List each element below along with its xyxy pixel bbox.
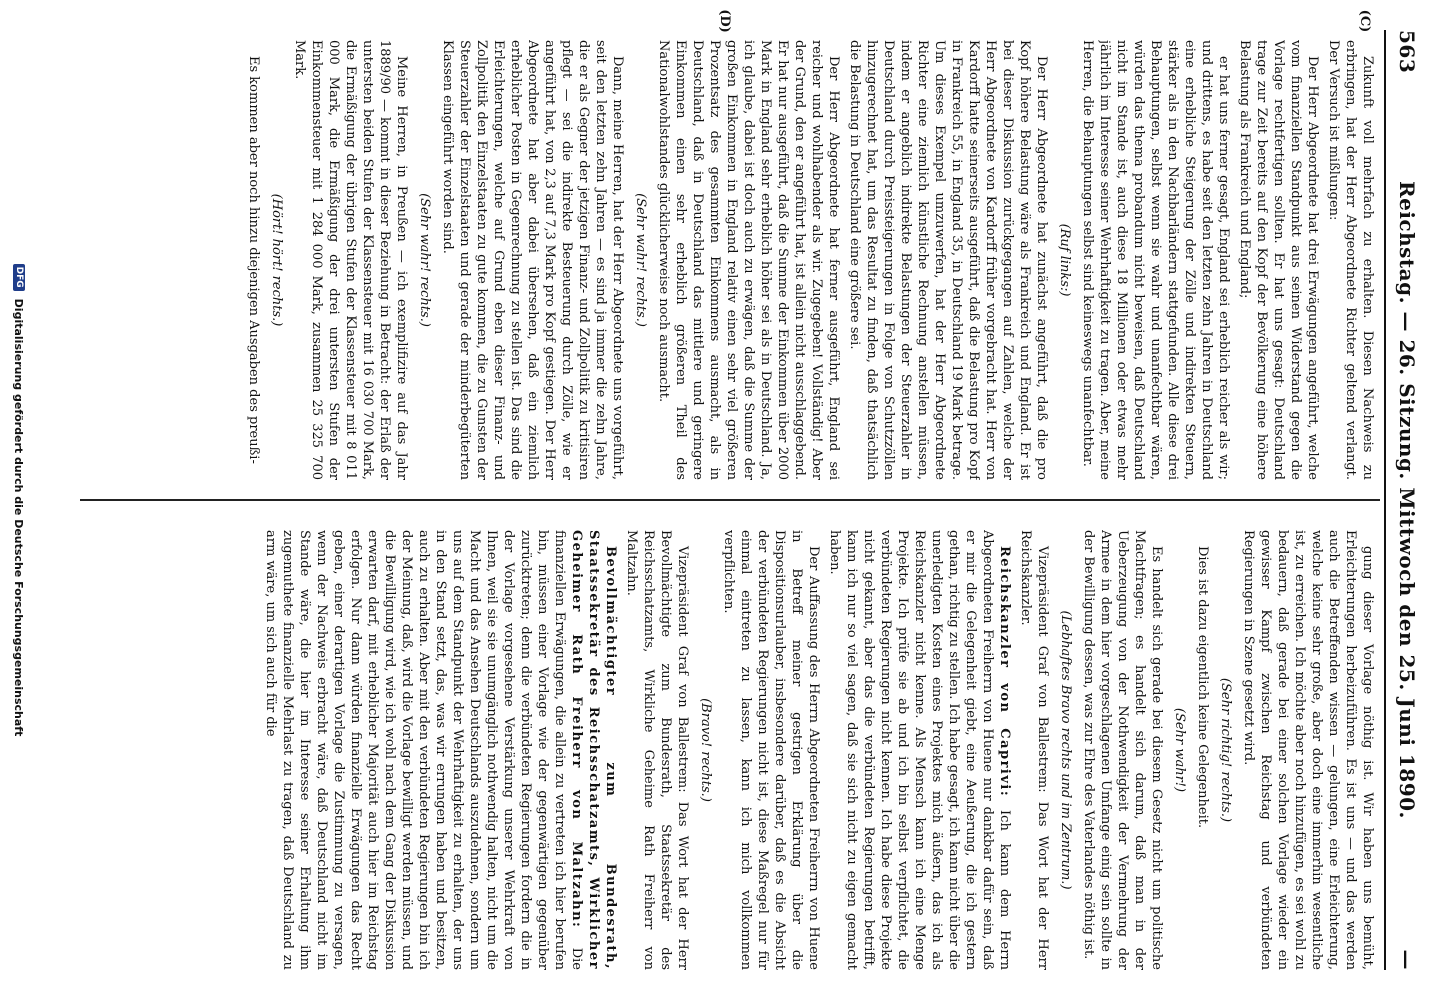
interjection: (Lebhaftes Bravo rechts und im Zentrum.) — [1058, 610, 1073, 890]
paragraph: Zukunft voll mehrfach zu erhalten. Diesen Nachweis zu erbringen, hat der Herr Abgeordnete Richter geltend verlangt. Der Versuch ist mißlungen: — [1326, 40, 1375, 480]
speaker-name: Bevollmächtigter zum Bundesrath, Staatssekretär des Reichsschatzamts, Wirklicher Geheimer Rath Freiherr von Maltzahn: — [569, 530, 618, 970]
paragraph: Der Auffassung des Herrn Abgeordneten Freiherrn von Huene in Betreff meiner gestrigen Erklärung über die Dispositionsurlauber, insbesondere darüber, daß es die Absicht der verbündeten Regierungen nicht ist, diese Maßregel nur für einmal eintreten zu lassen, kann ich mich vollkommen verpflichten. — [721, 530, 821, 970]
interjection: (Sehr richtig! rechts.) — [1218, 677, 1233, 823]
dfg-logo: DFG — [13, 264, 25, 291]
paragraph: Es handelt sich gerade bei diesem Gesetz nicht um politische Machtfragen; es handelt sich darum, daß man in der Ueberzeugung von der Nothwendigkeit der Vermehrung der Armee in dem hier vorgeschlagenen Umfange einig sein sollte in der Bewilligung dessen, was zur Ehre des Vaterlandes nöthig ist. — [1081, 530, 1164, 970]
speaker-paragraph — [262, 530, 619, 970]
interjection: (Bravo! rechts.) — [698, 698, 713, 802]
paragraph: Dann, meine Herren, hat der Herr Abgeordnete uns vorgeführt, seit den letzten zehn Jahren — es sind ja immer die zehn Jahre, die er als Gegner der jetzigen Finanz- und Zollpolitik zu kritisiren pflegt — sei die indirekte Besteuerung durch Zölle, wie er angeführt hat, von 2,3 auf 7,3 Mark pro Kopf gestiegen. Der Herr Abgeordnete hat aber dabei übersehen, daß ein ziemlich erheblicher Posten in Gegenrechnung zu stellen ist. Das sind die Erleichterungen, welche auf Grund eben dieser Finanz- und Zollpolitik den Einzelstaaten zu gute kommen, die zu Gunsten der Steuerzahler der Einzelstaaten und gerade der minderbegüterten Klassen eingeführt worden sind. — [440, 40, 625, 480]
paragraph: Der Herr Abgeordnete hat ferner ausgeführt, England sei reicher und wohlhabender als wir. Zugegeben! Vollständig! Aber der Grund, den er angeführt hat, ist allein nicht ausschlaggebend. Er hat nur ausgeführt, daß die Summe der Einkommen über 2000 Mark in England sehr erheblich höher sei als in Deutschland. Ja, ich glaube, dabei ist doch auch zu erwägen, daß die Summe der großen Einkommen in England relativ einen sehr viel größeren Prozentsatz des gesammten Einkommens ausmacht, als in Deutschland, daß in Deutschland das mittlere und geringere Einkommen einen sehr erheblich größeren Theil des Nationalwohlstandes glücklicherweise noch ausmacht. — [656, 40, 841, 480]
paragraph: Es kommen aber noch hinzu diejenigen Ausgaben des preußi- — [246, 56, 261, 464]
left-column — [100, 40, 1376, 480]
interjection: (Sehr wahr!) — [1172, 707, 1187, 793]
page-number: 563 — [1395, 30, 1419, 74]
interjection: (Sehr wahr! rechts.) — [633, 193, 648, 327]
interjection: (Ruf links:) — [1057, 223, 1072, 297]
margin-marker-c: (C) — [1357, 9, 1372, 33]
footer-text: Digitalisierung gefördert durch die Deutsche Forschungsgemeinschaft — [12, 298, 26, 737]
speech-text: Die finanziellen Erwägungen, die allein zu vertreten ich hier berufen bin, müssen einer Vorlage wie der gegenwärtigen gegenüber zurücktreten; denn die verbündeten Regierungen fordern die in der Vorlage vorgesehene Verstärkung unserer Wehrkraft von Ihnen, weil sie sie unumgänglich nothwendig halten, nicht um die Macht und das Ansehen Deutschlands auszudehnen, sondern um uns auf dem Standpunkt der Wehrhaftigkeit zu erhalten, der uns in den Stand setzt, das, was wir errungen haben und besitzen, auch zu erhalten. Aber mit den verbündeten Regierungen bin ich der Meinung, daß, wird die Vorlage bewilligt werden müssen, und die Bewilligung wird, wie ich wohl nach dem Gang der Diskussion erwarten darf, mit erheblicher Majorität auch hier im Reichstag erfolgen. Nur dann würden finanzielle Erwägungen das Recht geben, einer derartigen Vorlage die Zustimmung zu versagen, wenn der Nachweis erbracht wäre, daß Deutschland nicht im Stande wäre, die hier im Interesse seiner Erhaltung ihm zugemuthete finanzielle Mehrlast zu tragen, daß Deutschland zu arm wäre, um sich auch für die — [263, 530, 584, 970]
right-column — [100, 530, 1376, 970]
paragraph: er hat uns ferner gesagt, England sei erheblich reicher als wir; und drittens, es habe seit den letzten zehn Jahren in Deutschland eine erhebliche Steigerung der Zölle und indirekten Steuern, stärker als in den Nachbarländern stattgefunden. Alle diese drei Behauptungen, selbst wenn sie wahr und unanfechtbar wären, würden das thema probandum nicht beweisen, daß Deutschland nicht im Stande ist, auch diese 18 Millionen oder etwas mehr jährlich im Interesse seiner Wehrhaftigkeit zu tragen. Aber, meine Herren, die Behauptungen selbst sind keineswegs unanfechtbar. — [1080, 40, 1231, 480]
margin-marker-d: (D) — [717, 9, 732, 33]
interjection: (Hört! hört! rechts.) — [269, 193, 284, 327]
interjection: (Sehr wahr! rechts.) — [417, 193, 432, 327]
speaker-paragraph — [826, 530, 1013, 970]
speech-text: Ich kann dem Herrn Abgeordneten Freiherrn von Huene nur dankbar dafür sein, daß er mir die Gelegenheit giebt, eine Aeußerung, die ich gestern gethan, richtig zu stellen. Ich habe gesagt, ich kann nicht über die unerledigten Kosten eines Projektes mich äußern, das ich als Reichskanzler nicht kenne. Als Mensch kann ich eine Menge Projekte. Ich prüfe sie ab und ich bin selbst verpflichtet, die verbündeten Regierungen nicht kennen. Ich habe diese Projekte nicht gekannt, aber das die verbündeten Regierungen betrifft, kann ich nur so viel sagen, daß sie sich nicht zu eigen gemacht haben. — [827, 530, 1012, 970]
column-divider — [80, 499, 1380, 501]
header-rule — [1384, 30, 1386, 970]
header-dash: — — [1395, 949, 1419, 970]
speaker-name: Reichskanzler von Caprivi: — [997, 546, 1012, 798]
page-title: Reichstag. — 26. Sitzung. Mittwoch den 25. Juni 1890. — [1395, 180, 1419, 820]
paragraph: Meine Herren, in Preußen — ich exemplifizire auf das Jahr 1889/90 — kommt in dieser Beziehung in Betracht: der Erlaß der untersten beiden Stufen der Klassensteuer mit 16 030 700 Mark, die Ermäßigung der übrigen Stufen der Klassensteuer mit 8 011 000 Mark, die Ermäßigung der drei untersten Stufen der Einkommensteuer mit 1 284 000 Mark, zusammen 25 325 700 Mark. — [292, 40, 409, 480]
paragraph: Der Herr Abgeordnete hat drei Erwägungen angeführt, welche vom finanziellen Standpunkt aus seinen Widerstand gegen die Vorlage rechtfertigen sollten. Er hat uns gesagt: Deutschland trage zur Zeit bereits auf den Kopf der Bevölkerung eine höhere Belastung als Frankreich und England; — [1237, 40, 1320, 480]
paragraph: Vizepräsident Graf von Ballestrem: Das Wort hat der Herr Bevollmächtigte zum Bundesrath, Staatssekretär des Reichsschatzamts, Wirkliche Geheime Rath Freiherr von Maltzahn. — [624, 530, 690, 970]
paragraph: Dies ist dazu eigentlich keine Gelegenheit. — [1195, 546, 1210, 829]
paragraph: gung dieser Vorlage nöthig ist. Wir haben uns bemüht, Erleichterungen herbeizuführen. Es ist uns — und das werden auch die Betreffenden wissen — gelungen, eine Erleichterung, welche keine sehr große, aber doch eine immerhin wesentliche ist, zu erreichen. Ich möchte aber noch hinzufügen, es sei wohl zu bedauern, daß gerade bei einer solchen Vorlage wieder ein gewisser Kampf zwischen Reichstag und verbündeten Regierungen in Szene gesetzt wird. — [1241, 530, 1375, 970]
paragraph: Vizepräsident Graf von Ballestrem: Das Wort hat der Herr Reichskanzler. — [1018, 530, 1050, 970]
page-footer — [8, 0, 30, 1000]
paragraph: Der Herr Abgeordnete hat zunächst angeführt, daß die pro Kopf höhere Belastung wäre als Frankreich und England. Er ist bei dieser Diskussion zurückgegangen auf Zahlen, welche der Herr Abgeordnete von Kardorff früher vorgebracht hat. Herr von Kardorff hatte seinerseits ausgeführt, daß die Belastung pro Kopf in Frankreich 55, in England 35, in Deutschland 19 Mark betrage. Um dieses Exempel umzuwerfen, hat der Herr Abgeordnete Richter eine ziemlich künstliche Rechnung anstellen müssen, indem er angeblich indirekte Belastungen der Steuerzahler in Deutschland durch Preissteigerungen in Folge von Schutzzöllen hinzugerechnet hat, um das Resultat zu finden, daß thatsächlich die Belastung in Deutschland eine größere sei. — [847, 40, 1049, 480]
page-header — [1390, 30, 1424, 970]
